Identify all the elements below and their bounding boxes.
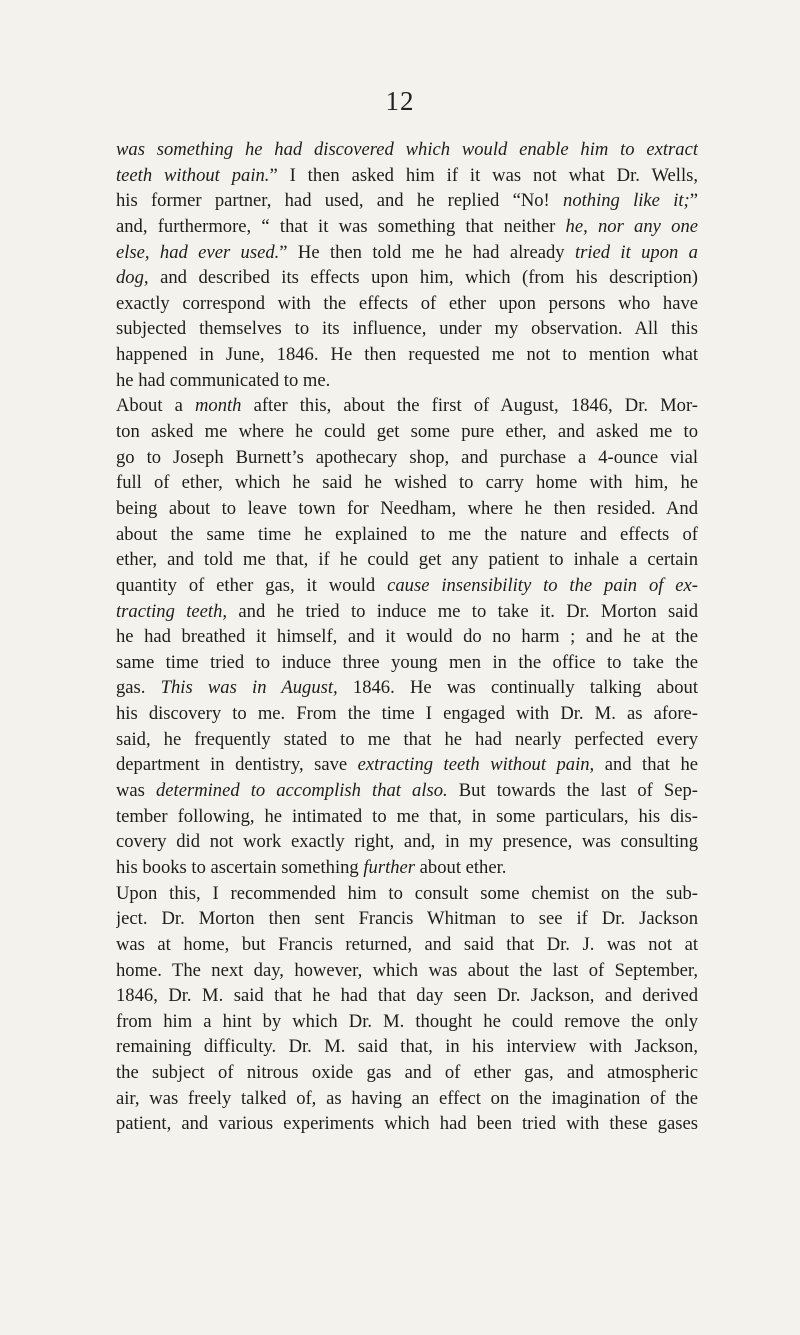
text-line [116,265,698,291]
italic-text: month [194,395,242,417]
text-line [116,906,698,932]
text-segment: subjected themselves to its influence, under my observation. All this [116,318,698,340]
text-segment: About a [116,395,195,417]
text-segment: But towards the last of Sep- [447,780,698,802]
text-segment: 1846, Dr. M. said that he had that day seen Dr. Jackson, and derived [116,985,698,1007]
text-line [116,163,698,189]
italic-text: he, nor any one [565,215,698,237]
text-segment: ” He then told me he had already [279,241,575,263]
italic-text: determined to accomplish that also. [156,780,448,802]
italic-text: further [363,856,416,878]
text-line [116,240,698,266]
text-line [116,1111,698,1137]
text-line [116,1034,698,1060]
text-line [116,342,698,368]
text-segment: Upon this, I recommended him to consult some chemist on the sub- [116,882,698,904]
text-segment: his books to ascertain something [116,856,364,878]
text-segment: ” I then asked him if it was not what Dr. Wells, [269,164,698,186]
text-segment: department in dentistry, save [116,754,358,776]
text-line [116,881,698,907]
text-segment: being about to leave town for Needham, where he then resided. And [116,497,698,519]
text-line [116,316,698,342]
text-segment: gas. [116,677,161,699]
text-segment: ether, and told me that, if he could get any patient to inhale a certain [116,549,698,571]
text-line [116,291,698,317]
text-line [116,829,698,855]
text-segment: after this, about the first of August, 1846, Dr. Mor- [241,395,698,417]
italic-text: was something he had discovered which would enable him to extract [116,139,698,160]
text-segment: about ether. [415,856,507,878]
text-line [116,1009,698,1035]
text-segment: about the same time he explained to me the nature and effects of [116,523,698,545]
text-segment: go to Joseph Burnett’s apothecary shop, and purchase a 4-ounce vial [116,446,698,468]
text-segment: covery did not work exactly right, and, in my presence, was consulting [116,831,698,853]
text-line [116,522,698,548]
text-segment: was at home, but Francis returned, and said that Dr. J. was not at [116,933,698,955]
italic-text: teeth without pain. [116,164,270,186]
text-segment: and described its effects upon him, which (from his description) [148,267,698,289]
text-line [116,804,698,830]
text-segment: same time tried to induce three young men in the office to take the [116,651,698,673]
text-line [116,752,698,778]
text-segment: and, furthermore, “ that it was something that neither [116,215,566,237]
text-segment: and that he [594,754,698,776]
text-segment: 1846. He was continually talking about [337,677,698,699]
text-line [116,547,698,573]
text-line [116,701,698,727]
italic-text: This was in August, [160,677,338,699]
italic-text: extracting teeth without pain, [357,754,595,776]
text-line [116,727,698,753]
text-line [116,983,698,1009]
text-line [116,932,698,958]
text-line [116,368,698,394]
text-line [116,624,698,650]
italic-text: cause insensibility to the pain of ex- [387,574,698,596]
text-line [116,573,698,599]
text-line [116,419,698,445]
text-line [116,393,698,419]
text-segment: was [116,780,156,802]
text-segment: home. The next day, however, which was about the last of September, [116,959,698,981]
body-text [116,137,698,1137]
text-line [116,445,698,471]
text-segment: remaining difficulty. Dr. M. said that, in his interview with Jackson, [116,1036,698,1058]
text-segment: from him a hint by which Dr. M. thought he could remove the only [116,1010,698,1032]
text-segment: tember following, he intimated to me that, in some particulars, his dis- [116,805,698,827]
text-segment: and he tried to induce me to take it. Dr. Morton said [227,600,698,622]
text-segment: quantity of ether gas, it would [116,574,388,596]
text-line [116,1060,698,1086]
italic-text: else, had ever used. [116,241,280,263]
text-line [116,470,698,496]
text-segment: his discovery to me. From the time I engaged with Dr. M. as afore- [116,703,698,725]
text-segment: ject. Dr. Morton then sent Francis Whitman to see if Dr. Jackson [116,908,698,930]
text-line [116,214,698,240]
text-line [116,855,698,881]
italic-text: dog, [116,267,149,289]
text-line [116,137,698,163]
text-segment: he had breathed it himself, and it would do no harm ; and he at the [116,626,698,648]
italic-text: tried it upon a [574,241,698,263]
text-line [116,188,698,214]
text-segment: his former partner, had used, and he replied “No! [116,190,564,212]
text-line [116,599,698,625]
text-segment: patient, and various experiments which had been tried with these gases [116,1113,698,1135]
text-segment: air, was freely talked of, as having an effect on the imagination of the [116,1087,698,1109]
text-segment: said, he frequently stated to me that he had nearly perfected every [116,728,698,750]
text-line [116,778,698,804]
text-segment: the subject of nitrous oxide gas and of ether gas, and atmospheric [116,1062,698,1084]
text-segment: ton asked me where he could get some pure ether, and asked me to [116,421,698,443]
text-segment: ” [689,190,698,212]
italic-text: tracting teeth, [116,600,228,622]
text-segment: happened in June, 1846. He then requested me not to mention what [116,344,698,366]
italic-text: nothing like it; [563,190,690,212]
text-line [116,650,698,676]
text-segment: exactly correspond with the effects of ether upon persons who have [116,292,698,314]
page-number: 12 [385,86,415,116]
text-segment: full of ether, which he said he wished to carry home with him, he [116,472,698,494]
text-line [116,958,698,984]
text-line [116,675,698,701]
text-line [116,496,698,522]
text-line [116,1086,698,1112]
text-segment: he had communicated to me. [116,369,331,391]
